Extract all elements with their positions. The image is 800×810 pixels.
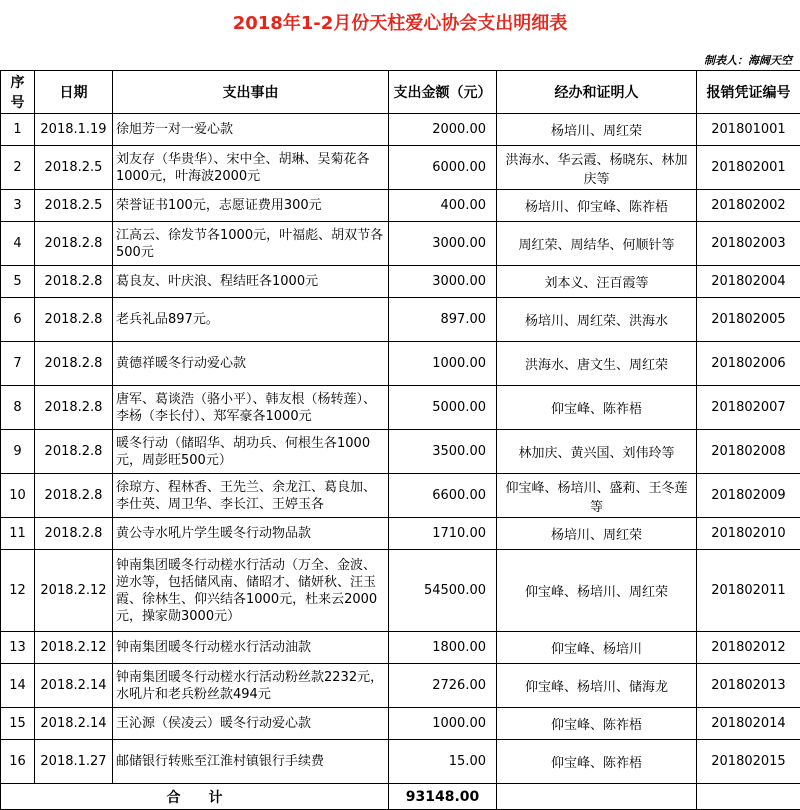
row-reason: 邮储银行转账至江淮村镇银行手续费 xyxy=(113,740,389,784)
row-reason: 老兵礼品897元。 xyxy=(113,298,389,342)
row-handler: 杨培川、周红荣、洪海水 xyxy=(497,298,697,342)
row-reason: 钟南集团暖冬行动槎水行活动油款 xyxy=(113,632,389,664)
row-date: 2018.2.8 xyxy=(35,430,113,474)
row-handler: 仰宝峰、陈祚梧 xyxy=(497,708,697,740)
table-row xyxy=(1,518,800,550)
row-number: 16 xyxy=(1,740,35,784)
row-date: 2018.2.14 xyxy=(35,708,113,740)
row-voucher: 201801001 xyxy=(697,114,800,146)
table-row xyxy=(1,474,800,518)
table-row xyxy=(1,386,800,430)
row-reason: 唐军、葛谈浩（骆小平）、韩友根（杨转莲）、李杨（李长付）、郑军豪各1000元 xyxy=(113,386,389,430)
row-amount: 2726.00 xyxy=(389,664,497,708)
row-amount: 897.00 xyxy=(389,298,497,342)
expense-table xyxy=(0,70,800,810)
row-number: 5 xyxy=(1,266,35,298)
row-handler: 仰宝峰、陈祚梧 xyxy=(497,386,697,430)
row-reason: 黄德祥暖冬行动爱心款 xyxy=(113,342,389,386)
row-date: 2018.2.14 xyxy=(35,664,113,708)
header-row xyxy=(1,71,800,114)
row-date: 2018.2.5 xyxy=(35,190,113,222)
row-amount: 3000.00 xyxy=(389,266,497,298)
row-handler: 林加庆、黄兴国、刘伟玲等 xyxy=(497,430,697,474)
row-date: 2018.2.8 xyxy=(35,266,113,298)
row-handler: 杨培川、周红荣 xyxy=(497,518,697,550)
row-voucher: 201802004 xyxy=(697,266,800,298)
row-amount: 3000.00 xyxy=(389,222,497,266)
row-date: 2018.2.8 xyxy=(35,474,113,518)
table-row xyxy=(1,146,800,190)
row-amount: 1710.00 xyxy=(389,518,497,550)
row-amount: 3500.00 xyxy=(389,430,497,474)
row-number: 7 xyxy=(1,342,35,386)
header-cell: 支出事由 xyxy=(113,71,389,114)
row-date: 2018.2.8 xyxy=(35,298,113,342)
row-date: 2018.2.5 xyxy=(35,146,113,190)
row-amount: 1000.00 xyxy=(389,708,497,740)
page-title: 2018年1-2月份天柱爱心协会支出明细表 xyxy=(0,0,800,48)
row-reason: 刘友存（华贵华）、宋中全、胡琳、吴菊花各1000元，叶海波2000元 xyxy=(113,146,389,190)
row-voucher: 201802009 xyxy=(697,474,800,518)
row-handler: 洪海水、华云霞、杨晓东、林加庆等 xyxy=(497,146,697,190)
total-row xyxy=(1,784,800,810)
table-row xyxy=(1,190,800,222)
row-handler: 仰宝峰、陈祚梧 xyxy=(497,740,697,784)
row-number: 15 xyxy=(1,708,35,740)
row-reason: 荣誉证书100元，志愿证费用300元 xyxy=(113,190,389,222)
table-row xyxy=(1,708,800,740)
row-handler: 仰宝峰、杨培川、周红荣 xyxy=(497,550,697,632)
row-voucher: 201802006 xyxy=(697,342,800,386)
row-handler: 仰宝峰、杨培川 xyxy=(497,632,697,664)
row-voucher: 201802011 xyxy=(697,550,800,632)
row-number: 12 xyxy=(1,550,35,632)
row-date: 2018.2.12 xyxy=(35,632,113,664)
maker-label: 制表人：海阔天空 xyxy=(704,52,792,70)
row-voucher: 201802002 xyxy=(697,190,800,222)
row-reason: 江高云、徐发节各1000元，叶福彪、胡双节各500元 xyxy=(113,222,389,266)
row-voucher: 201802003 xyxy=(697,222,800,266)
header-cell: 支出金额（元） xyxy=(389,71,497,114)
row-handler: 杨培川、周红荣 xyxy=(497,114,697,146)
row-reason: 暖冬行动（储昭华、胡功兵、何根生各1000元，周彭旺500元） xyxy=(113,430,389,474)
table-row xyxy=(1,740,800,784)
row-voucher: 201802008 xyxy=(697,430,800,474)
header-cell: 序号 xyxy=(1,71,35,114)
row-date: 2018.2.8 xyxy=(35,386,113,430)
row-number: 13 xyxy=(1,632,35,664)
row-handler: 杨培川、仰宝峰、陈祚梧 xyxy=(497,190,697,222)
row-handler: 洪海水、唐文生、周红荣 xyxy=(497,342,697,386)
row-voucher: 201802005 xyxy=(697,298,800,342)
row-voucher: 201802013 xyxy=(697,664,800,708)
row-amount: 5000.00 xyxy=(389,386,497,430)
row-number: 4 xyxy=(1,222,35,266)
row-number: 1 xyxy=(1,114,35,146)
row-number: 2 xyxy=(1,146,35,190)
row-date: 2018.1.19 xyxy=(35,114,113,146)
header-cell: 日期 xyxy=(35,71,113,114)
table-row xyxy=(1,298,800,342)
row-reason: 钟南集团暖冬行动槎水行活动（万全、金波、逆水等，包括储风南、储昭才、储妍秋、汪玉霞、徐林生、仰兴结各1000元，杜来云2000元，操家勋3000元） xyxy=(113,550,389,632)
table-row xyxy=(1,664,800,708)
table-row xyxy=(1,114,800,146)
row-handler: 周红荣、周结华、何顺针等 xyxy=(497,222,697,266)
table-body xyxy=(1,114,800,784)
table-row xyxy=(1,342,800,386)
row-amount: 2000.00 xyxy=(389,114,497,146)
row-voucher: 201802007 xyxy=(697,386,800,430)
row-handler: 仰宝峰、杨培川、储海龙 xyxy=(497,664,697,708)
row-date: 2018.2.8 xyxy=(35,518,113,550)
row-number: 14 xyxy=(1,664,35,708)
row-handler: 仰宝峰、杨培川、盛莉、王冬莲等 xyxy=(497,474,697,518)
row-date: 2018.2.8 xyxy=(35,342,113,386)
row-voucher: 201802012 xyxy=(697,632,800,664)
row-amount: 15.00 xyxy=(389,740,497,784)
row-amount: 400.00 xyxy=(389,190,497,222)
row-handler: 刘本义、汪百霞等 xyxy=(497,266,697,298)
header-cell: 经办和证明人 xyxy=(497,71,697,114)
row-date: 2018.2.12 xyxy=(35,550,113,632)
row-amount: 6000.00 xyxy=(389,146,497,190)
total-label: 合 计 xyxy=(1,784,389,810)
row-number: 6 xyxy=(1,298,35,342)
total-amount: 93148.00 xyxy=(389,784,497,810)
row-number: 10 xyxy=(1,474,35,518)
row-voucher: 201802014 xyxy=(697,708,800,740)
row-voucher: 201802001 xyxy=(697,146,800,190)
row-voucher: 201802015 xyxy=(697,740,800,784)
row-amount: 1000.00 xyxy=(389,342,497,386)
table-row xyxy=(1,430,800,474)
table-row xyxy=(1,550,800,632)
row-voucher: 201802010 xyxy=(697,518,800,550)
row-number: 3 xyxy=(1,190,35,222)
row-date: 2018.2.8 xyxy=(35,222,113,266)
row-reason: 钟南集团暖冬行动槎水行活动粉丝款2232元，水吼片和老兵粉丝款494元 xyxy=(113,664,389,708)
row-reason: 徐旭芳一对一爱心款 xyxy=(113,114,389,146)
row-amount: 54500.00 xyxy=(389,550,497,632)
header-cell: 报销凭证编号 xyxy=(697,71,800,114)
row-reason: 葛良友、叶庆浪、程结旺各1000元 xyxy=(113,266,389,298)
row-date: 2018.1.27 xyxy=(35,740,113,784)
row-reason: 王沁源（侯凌云）暖冬行动爱心款 xyxy=(113,708,389,740)
row-number: 11 xyxy=(1,518,35,550)
row-amount: 1800.00 xyxy=(389,632,497,664)
row-number: 8 xyxy=(1,386,35,430)
total-empty-cell xyxy=(497,784,697,810)
total-empty-cell xyxy=(697,784,800,810)
row-amount: 6600.00 xyxy=(389,474,497,518)
table-row xyxy=(1,632,800,664)
table-row xyxy=(1,222,800,266)
row-number: 9 xyxy=(1,430,35,474)
row-reason: 黄公寺水吼片学生暖冬行动物品款 xyxy=(113,518,389,550)
row-reason: 徐琼方、程林香、王先兰、余龙江、葛良加、李仕英、周卫华、李长江、王婷玉各 xyxy=(113,474,389,518)
table-row xyxy=(1,266,800,298)
